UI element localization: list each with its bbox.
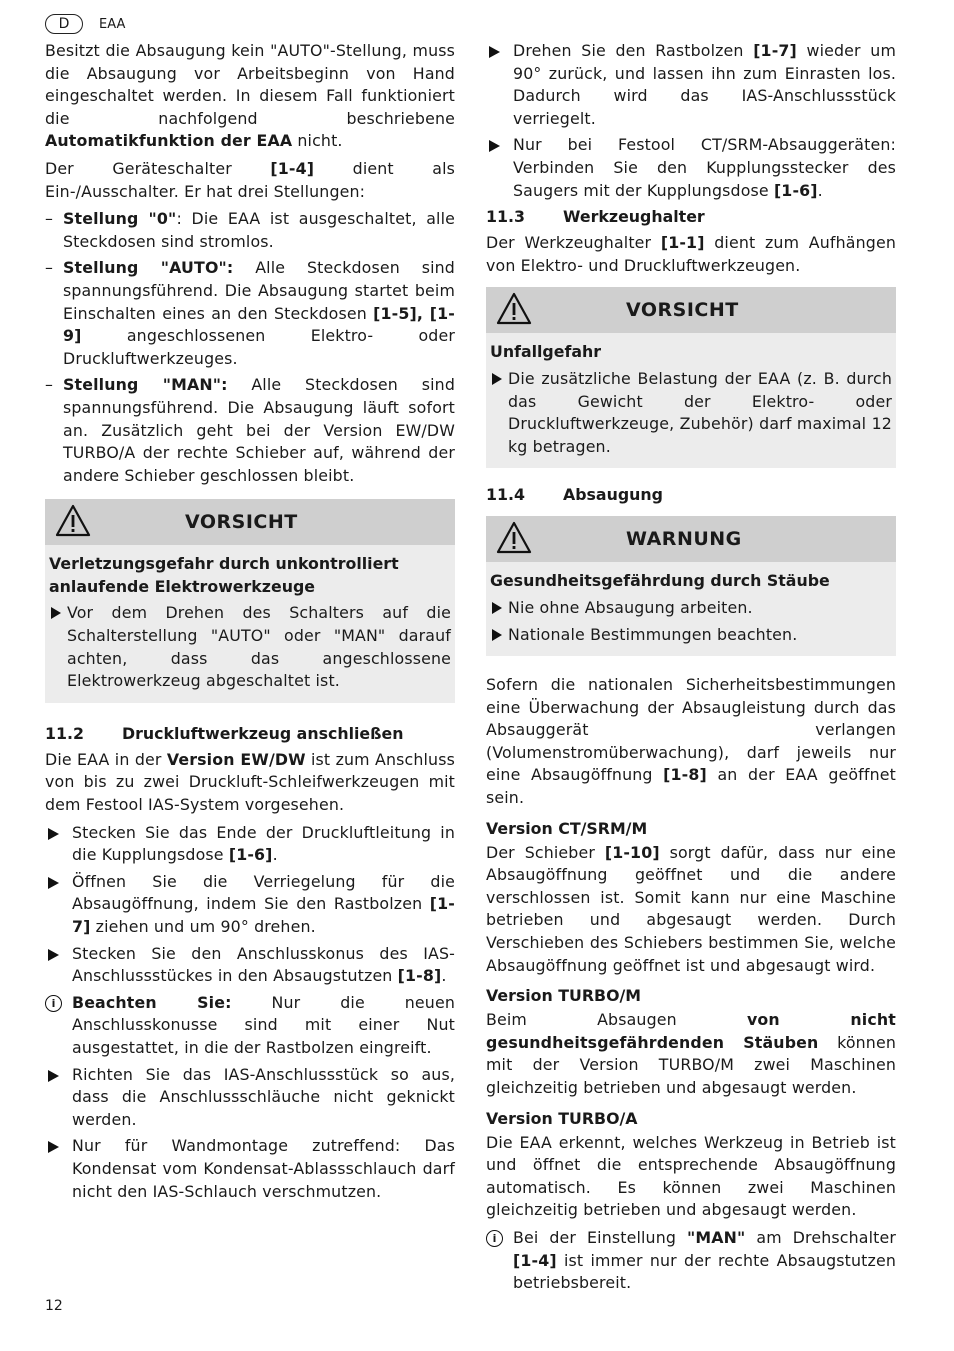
version-heading: Version TURBO/A bbox=[486, 1108, 638, 1128]
section-heading: 11.4 Absaugung bbox=[486, 485, 663, 505]
language-badge: D bbox=[45, 14, 83, 34]
list-item: Die zusätzliche Belastung der EAA (z. B. durch das Gewicht der Elektro- oder Druckluftwerkzeuge, Zubehör) darf maximal 12 kg betragen. bbox=[490, 368, 892, 458]
right-column bbox=[486, 40, 896, 1299]
bullet-arrow-icon bbox=[492, 373, 502, 385]
section-heading: 11.2 Druckluftwerkzeug anschließen bbox=[45, 723, 404, 743]
list-item: Nur für Wandmontage zutreffend: Das Kondensat vom Kondensat-Ablassschlauch darf nicht den IAS-Schlauch verschmutzen. bbox=[45, 1135, 455, 1203]
warning-triangle-icon bbox=[496, 521, 532, 555]
left-column bbox=[45, 40, 455, 1207]
switch-paragraph: Der Geräteschalter [1-4] dient als Ein-/Ausschalter. Er hat drei Stellungen: bbox=[45, 158, 455, 201]
caution-subtitle: Unfallgefahr bbox=[490, 342, 602, 362]
list-item: Richten Sie das IAS-Anschlussstück so aus, dass die Anschlussschläuche nicht geknickt werden. bbox=[45, 1064, 455, 1132]
warning-title: WARNUNG bbox=[626, 528, 742, 551]
list-item: Nur bei Festool CT/SRM-Absauggeräten: Verbinden Sie den Kupplungsstecker des Saugers mit der Kupplungsdose [1-6]. bbox=[486, 134, 896, 202]
version-heading: Version TURBO/M bbox=[486, 986, 642, 1006]
caution-box bbox=[45, 499, 455, 703]
list-item: Stecken Sie das Ende der Druckluftleitung in die Kupplungsdose [1-6]. bbox=[45, 822, 455, 867]
warning-box bbox=[486, 516, 896, 656]
bullet-arrow-icon bbox=[492, 602, 502, 614]
paragraph: Sofern die nationalen Sicherheitsbestimmungen eine Überwachung der Absaugleistung durch das Absauggerät verlangen (Volumenstromüberwachung), darf jeweils nur eine Absaugöffnung [1-8] an der EAA geöffnet sein. bbox=[486, 675, 896, 808]
caution-box bbox=[486, 287, 896, 468]
bullet-arrow-icon bbox=[489, 46, 500, 58]
caution-subtitle: Verletzungsgefahr durch unkontrolliert anlaufende Elektrowerkzeuge bbox=[49, 554, 399, 596]
paragraph: Die EAA in der Version EW/DW ist zum Anschluss von bis zu zwei Druckluft-Schleifwerkzeugen mit dem Festool IAS-System vorgesehen. bbox=[45, 749, 455, 815]
list-item: Öffnen Sie die Verriegelung für die Absaugöffnung, indem Sie den Rastbolzen [1-7] ziehen und um 90° drehen. bbox=[45, 871, 455, 939]
product-code: EAA bbox=[99, 16, 126, 32]
page-number: 12 bbox=[45, 1298, 63, 1314]
info-icon: i bbox=[486, 1230, 503, 1247]
list-item: Nationale Bestimmungen beachten. bbox=[490, 624, 892, 647]
paragraph: Die EAA erkennt, welches Werkzeug in Betrieb ist und öffnet die entsprechende Absaugöffnung automatisch. Es können zwei Maschinen gleichzeitig betrieben und abgesaugt werden. bbox=[486, 1132, 896, 1220]
warning-triangle-icon bbox=[55, 504, 91, 538]
warning-header bbox=[486, 516, 896, 562]
paragraph: Der Werkzeughalter [1-1] dient zum Aufhängen von Elektro- und Druckluftwerkzeugen. bbox=[486, 233, 896, 275]
paragraph: Der Schieber [1-10] sorgt dafür, dass nur eine Absaugöffnung geöffnet und die andere verschlossen ist. Somit kann nur eine Maschine betrieben und abgesaugt werden. Durch Verschieben des Schiebers bestimmen Sie, welche Absaugöffnung geöffnet ist und abgesaugt wird. bbox=[486, 842, 897, 975]
bullet-arrow-icon bbox=[51, 607, 61, 619]
list-item: – Stellung "AUTO": Alle Steckdosen sind spannungsführend. Die Absaugung startet beim Einschalten eines an den Steckdosen [1-5], [1-9] angeschlossenen Elektro- oder Druckluftwerkzeuges. bbox=[45, 258, 455, 368]
list-item: Drehen Sie den Rastbolzen [1-7] wieder um 90° zurück, und lassen ihn zum Einrasten los. Dadurch wird das IAS-Anschlussstück verriegelt. bbox=[486, 40, 896, 130]
bullet-arrow-icon bbox=[48, 1070, 59, 1082]
list-item: – Stellung "MAN": Alle Steckdosen sind spannungsführend. Die Absaugung läuft sofort an. Zusätzlich geht bei der Version EW/DW TURBO/A der rechte Schieber auf, während der andere Schieber geschlossen bleibt. bbox=[45, 375, 455, 485]
list-item: – Stellung "0": Die EAA ist ausgeschaltet, alle Steckdosen sind stromlos. bbox=[45, 209, 456, 251]
caution-header bbox=[45, 499, 455, 545]
list-item: Nie ohne Absaugung arbeiten. bbox=[490, 597, 892, 620]
bullet-arrow-icon bbox=[48, 877, 59, 889]
warning-triangle-icon bbox=[496, 292, 532, 326]
bullet-arrow-icon bbox=[48, 828, 59, 840]
caution-header bbox=[486, 287, 896, 333]
intro-paragraph: Besitzt die Absaugung kein "AUTO"-Stellung, muss die Absaugung vor Arbeitsbeginn von Hand eingeschaltet werden. In diesem Fall funktioniert die nachfolgend beschriebene Automatikfunktion der EAA nicht. bbox=[45, 41, 455, 151]
bullet-arrow-icon bbox=[492, 629, 502, 641]
version-heading: Version CT/SRM/M bbox=[486, 818, 648, 838]
bullet-arrow-icon bbox=[48, 1141, 59, 1153]
paragraph: Beim Absaugen von nicht gesundheitsgefährdenden Stäuben können mit der Version TURBO/M zwei Maschinen gleichzeitig betrieben und abgesaugt werden. bbox=[486, 1010, 896, 1097]
bullet-arrow-icon bbox=[48, 949, 59, 961]
note-item: i Beachten Sie: Nur die neuen Anschlusskonusse sind mit einer Nut ausgestattet, in die der Rastbolzen eingreift. bbox=[45, 992, 455, 1060]
list-item: Vor dem Drehen des Schalters auf die Schalterstellung "AUTO" oder "MAN" darauf achten, dass das angeschlossene Elektrowerkzeug abgeschaltet ist. bbox=[49, 602, 451, 692]
info-icon: i bbox=[45, 995, 62, 1012]
list-item: Stecken Sie den Anschlusskonus des IAS-Anschlussstückes in den Absaugstutzen [1-8]. bbox=[45, 943, 455, 988]
bullet-arrow-icon bbox=[489, 140, 500, 152]
warning-subtitle: Gesundheitsgefährdung durch Stäube bbox=[490, 571, 830, 591]
caution-title: VORSICHT bbox=[185, 511, 298, 534]
section-heading: 11.3 Werkzeughalter bbox=[486, 207, 705, 227]
caution-title: VORSICHT bbox=[626, 299, 739, 322]
note-item: i Bei der Einstellung "MAN" am Drehschalter [1-4] ist immer nur der rechte Absaugstutzen betriebsbereit. bbox=[486, 1227, 896, 1295]
page-header bbox=[45, 12, 125, 36]
